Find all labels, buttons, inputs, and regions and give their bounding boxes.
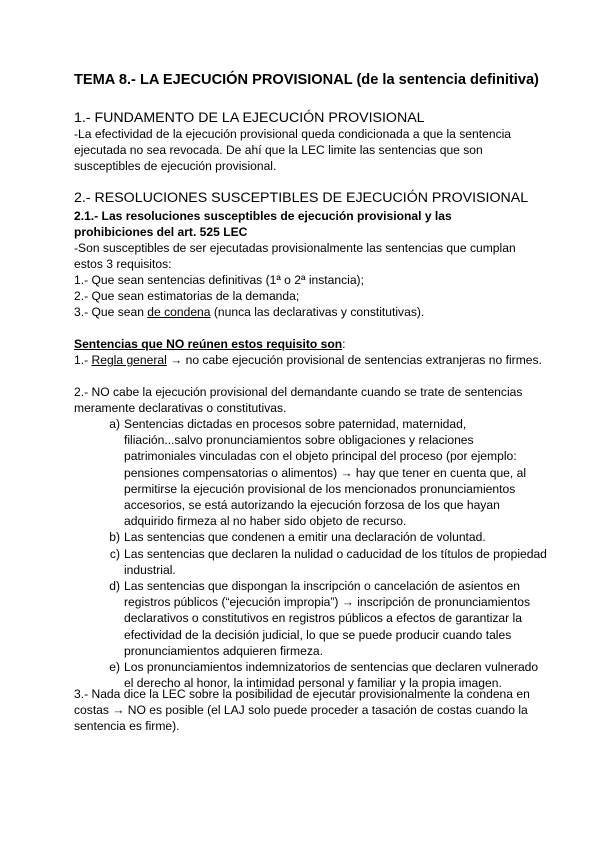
no-requirements-heading-text: Sentencias que NO reúnen estos requisito son	[74, 337, 343, 351]
list-item	[108, 416, 548, 529]
list-item	[108, 578, 548, 659]
rule-3: 3.- Nada dice la LEC sobre la posibilidad de ejecutar provisionalmente la condena en costas → NO es posible (el LAJ solo puede proceder a tasación de costas cuando la sentencia es firme).	[74, 687, 530, 734]
list-marker: c)	[109, 546, 120, 561]
list-marker: b)	[109, 530, 120, 545]
rule-1-suffix: → no cabe ejecución provisional de sentencias extranjeras no firmes.	[166, 353, 542, 367]
requirement-3	[74, 304, 544, 320]
section-1-heading: 1.- FUNDAMENTO DE LA EJECUCIÓN PROVISIONAL	[74, 110, 425, 126]
list-item-text: Sentencias dictadas en procesos sobre paternidad, maternidad, filiación...salvo pronunciamientos sobre obligaciones y relaciones patrimoniales vinculadas con el objeto principal del proceso (por ejemplo: pensiones compensatorias o alimentos) → hay que tener en cuenta que, al permitirse la ejecución provisional de los mencionados pronunciamientos accesorios, se está autorizando la ejecución forzosa de los que hayan adquirido firmeza al no haber sido objeto de recurso.	[124, 417, 527, 529]
list-marker: e)	[109, 660, 120, 675]
list-marker: a)	[109, 417, 120, 431]
list-item	[108, 529, 548, 545]
requirement-1: 1.- Que sean sentencias definitivas (1ª o 2ª instancia);	[74, 273, 364, 287]
list-item-text: Las sentencias que condenen a emitir una declaración de voluntad.	[124, 530, 486, 545]
document-title: TEMA 8.- LA EJECUCIÓN PROVISIONAL (de la sentencia definitiva)	[74, 72, 539, 88]
requirements-intro: -Son susceptibles de ser ejecutadas provisionalmente las sentencias que cumplan estos 3 requisitos:	[74, 241, 516, 272]
list-item-text: Los pronunciamientos indemnizatorios de sentencias que declaren vulnerado el derecho al honor, la intimidad personal y familiar y la propia imagen.	[124, 660, 539, 691]
no-requirements-colon: :	[342, 337, 346, 351]
requirement-3-prefix: 3.- Que sean	[74, 305, 148, 319]
list-item	[108, 546, 548, 578]
section-2-heading: 2.- RESOLUCIONES SUSCEPTIBLES DE EJECUCIÓN PROVISIONAL	[74, 190, 529, 206]
no-requirements-heading	[74, 336, 544, 352]
rule-1-prefix: 1.-	[74, 353, 92, 367]
list-item-text: Las sentencias que declaren la nulidad o caducidad de los títulos de propiedad industrial.	[124, 546, 547, 577]
rule-1	[74, 352, 544, 368]
list-item-text: Las sentencias que dispongan la inscripción o cancelación de asientos en registros públicos (“ejecución impropia”) → inscripción de pronunciamientos declarativos o constitutivos en registros públicos a efectos de garantizar la efectividad de la decisión judicial, lo que se puede producir cuando tales pronunciamientos adquieren firmeza.	[124, 579, 530, 658]
requirement-3-suffix: (nunca las declarativas y constitutivas).	[210, 305, 425, 319]
requirement-3-underlined: de condena	[147, 305, 211, 319]
requirement-2: 2.- Que sean estimatorias de la demanda;	[74, 289, 300, 303]
rule-2: 2.- NO cabe la ejecución provisional del demandante cuando se trate de sentencias meramente declarativas o constitutivas.	[74, 385, 523, 416]
rule-1-underlined: Regla general	[91, 353, 167, 367]
section-1-body: -La efectividad de la ejecución provisional queda condicionada a que la sentencia ejecutada no sea revocada. De ahí que la LEC limite las sentencias que son susceptibles de ejecución provisional.	[74, 127, 512, 174]
exceptions-list	[108, 416, 548, 691]
section-2-1-heading: 2.1.- Las resoluciones susceptibles de ejecución provisional y las prohibiciones del art. 525 LEC	[74, 209, 452, 240]
list-marker: d)	[109, 579, 120, 594]
